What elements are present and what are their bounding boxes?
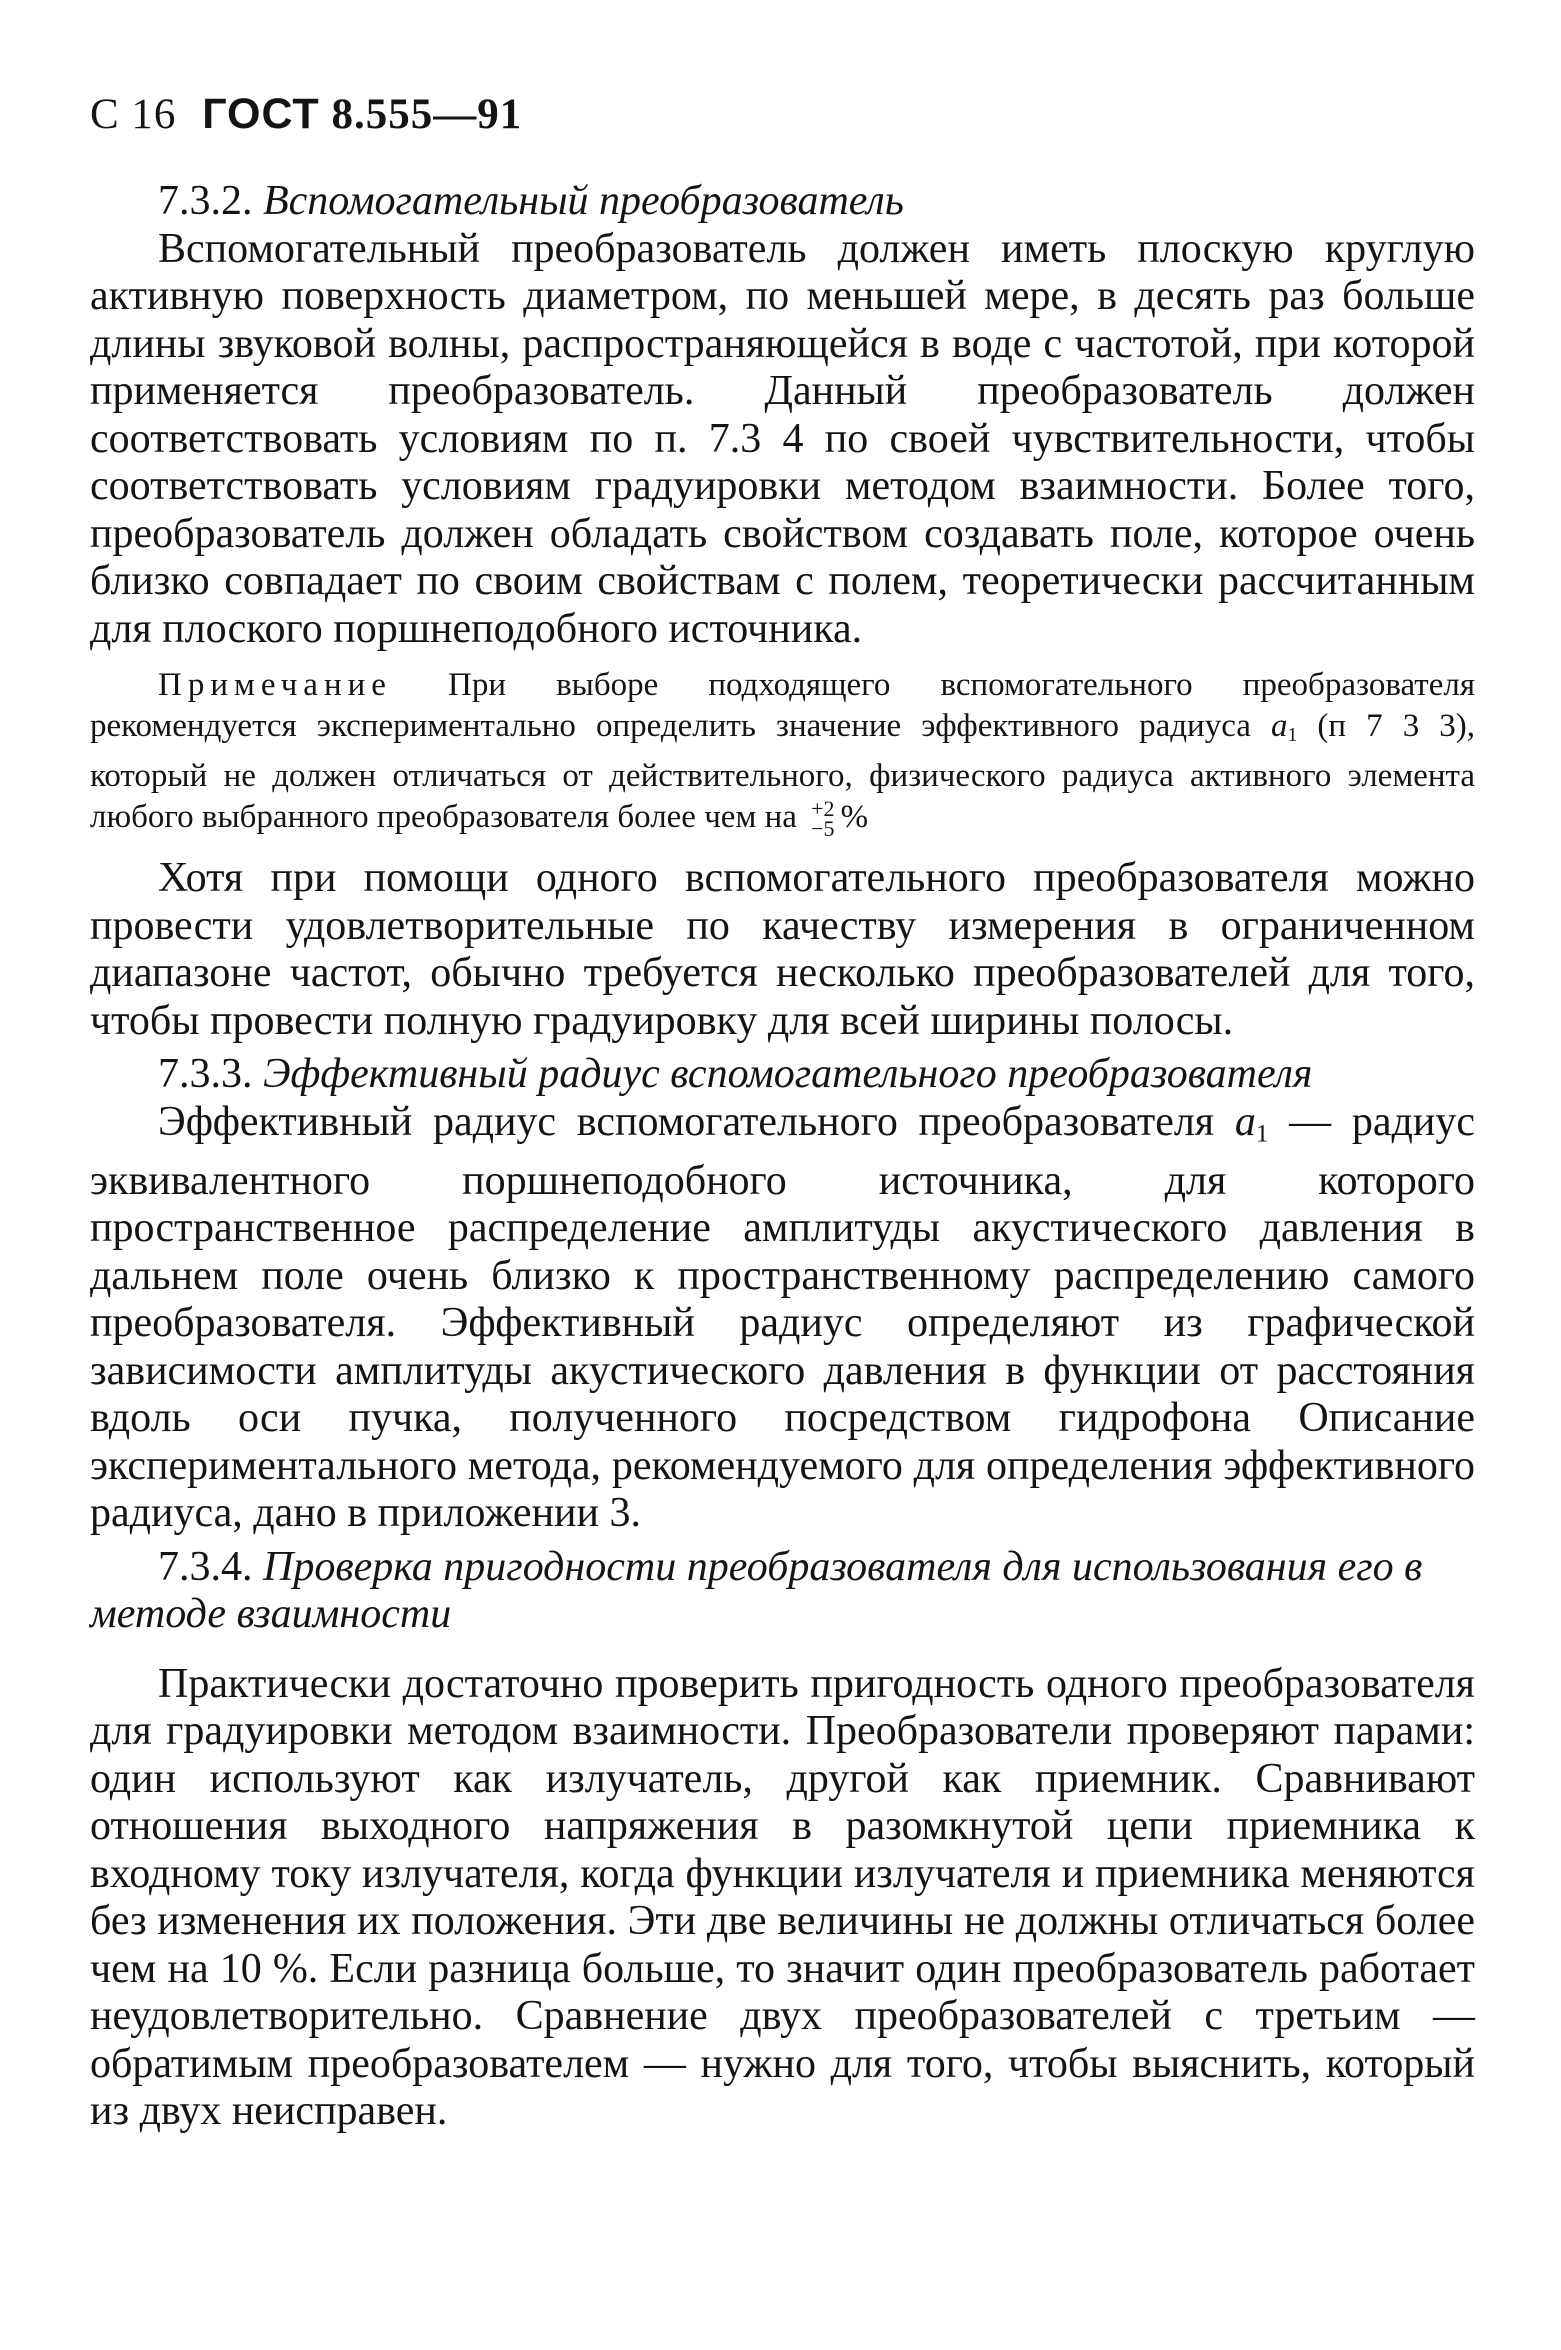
section-title: Эффективный радиус вспомогательного преобразователя xyxy=(263,1051,1313,1098)
section-title: Вспомогательный преобразователь xyxy=(263,178,904,224)
note-text-part-2: (п 7 3 3), который не должен отличаться от действительного, физического радиуса активного элемента любого выбранного преобразователя более чем на xyxy=(90,708,1475,835)
effective-radius-symbol: $a_1$ xyxy=(1270,708,1298,746)
section-heading-7-3-2 xyxy=(90,178,1475,226)
section-paragraph-7-3-3: Эффективный радиус вспомогательного преобразователя $a_1$ — радиус эквивалентного поршнеподобного источника, для которого пространственное распределение амплитуды акустического давления в дальнем поле очень близко к пространственному распределению самого преобразователя. Эффективный радиус определяют из графической зависимости амплитуды акустического давления в функции от расстояния вдоль оси пучка, полученного посредством гидрофона Описание экспериментального метода, рекомендуемого для определения эффективного радиуса, дано в приложении 3. xyxy=(90,1098,1475,1537)
section-heading-7-3-3 xyxy=(90,1051,1475,1099)
note-label: Примечание xyxy=(158,667,392,703)
section-number: 7.3.4. xyxy=(158,1543,253,1590)
document-body xyxy=(90,178,1475,2136)
effective-radius-symbol: $a_1$ xyxy=(1234,1098,1269,1148)
tolerance-fraction: +2 −5 xyxy=(811,796,835,842)
section-number: 7.3.3. xyxy=(158,1051,253,1098)
note-block xyxy=(90,665,1475,842)
running-header xyxy=(90,90,522,139)
paragraph-after-note: Хотя при помощи одного вспомогательного преобразователя можно провести удовлетворительные по качеству измерения в ограниченном диапазоне частот, обычно требуется несколько преобразователей для того, чтобы провести полную градуировку для всей ширины полосы. xyxy=(90,855,1475,1044)
tolerance-unit: % xyxy=(840,798,869,835)
standard-label: ГОСТ xyxy=(202,90,320,138)
standard-number: 8.555—91 xyxy=(331,91,523,138)
page-number: С 16 xyxy=(90,91,177,138)
section-title: Проверка пригодности преобразователя для использования его в методе взаимности xyxy=(90,1543,1423,1638)
section-heading-7-3-4 xyxy=(90,1544,1475,1639)
section-number: 7.3.2. xyxy=(158,178,253,224)
note-text-part-1: При выборе подходящего вспомогательного преобразователя рекомендуется экспериментально определить значение эффективного радиуса xyxy=(90,667,1475,744)
section-paragraph-7-3-4: Практически достаточно проверить пригодность одного преобразователя для градуировки методом взаимности. Преобразователи проверяют парами: один используют как излучатель, другой как приемник. Сравнивают отношения выходного напряжения в разомкнутой цепи приемника к входному току излучателя, когда функции излучателя и приемника меняются без изменения их положения. Эти две величины не должны отличаться более чем на 10 %. Если разница больше, то значит один преобразователь работает неудовлетворительно. Сравнение двух преобразователей с третьим — обратимым преобразователем — нужно для того, чтобы выяснить, который из двух неисправен. xyxy=(90,1660,1475,2135)
section-paragraph-7-3-2: Вспомогательный преобразователь должен иметь плоскую круглую активную поверхность диаметром, по меньшей мере, в десять раз больше длины звуковой волны, распространяющейся в воде с частотой, при которой применяется преобразователь. Данный преобразователь должен соответствовать условиям по п. 7.3 4 по своей чувствительности, чтобы соответствовать условиям градуировки методом взаимности. Более того, преобразователь должен обладать свойством создавать поле, которое очень близко совпадает по своим свойствам с полем, теоретически рассчитанным для плоского поршнеподобного источника. xyxy=(90,225,1475,652)
